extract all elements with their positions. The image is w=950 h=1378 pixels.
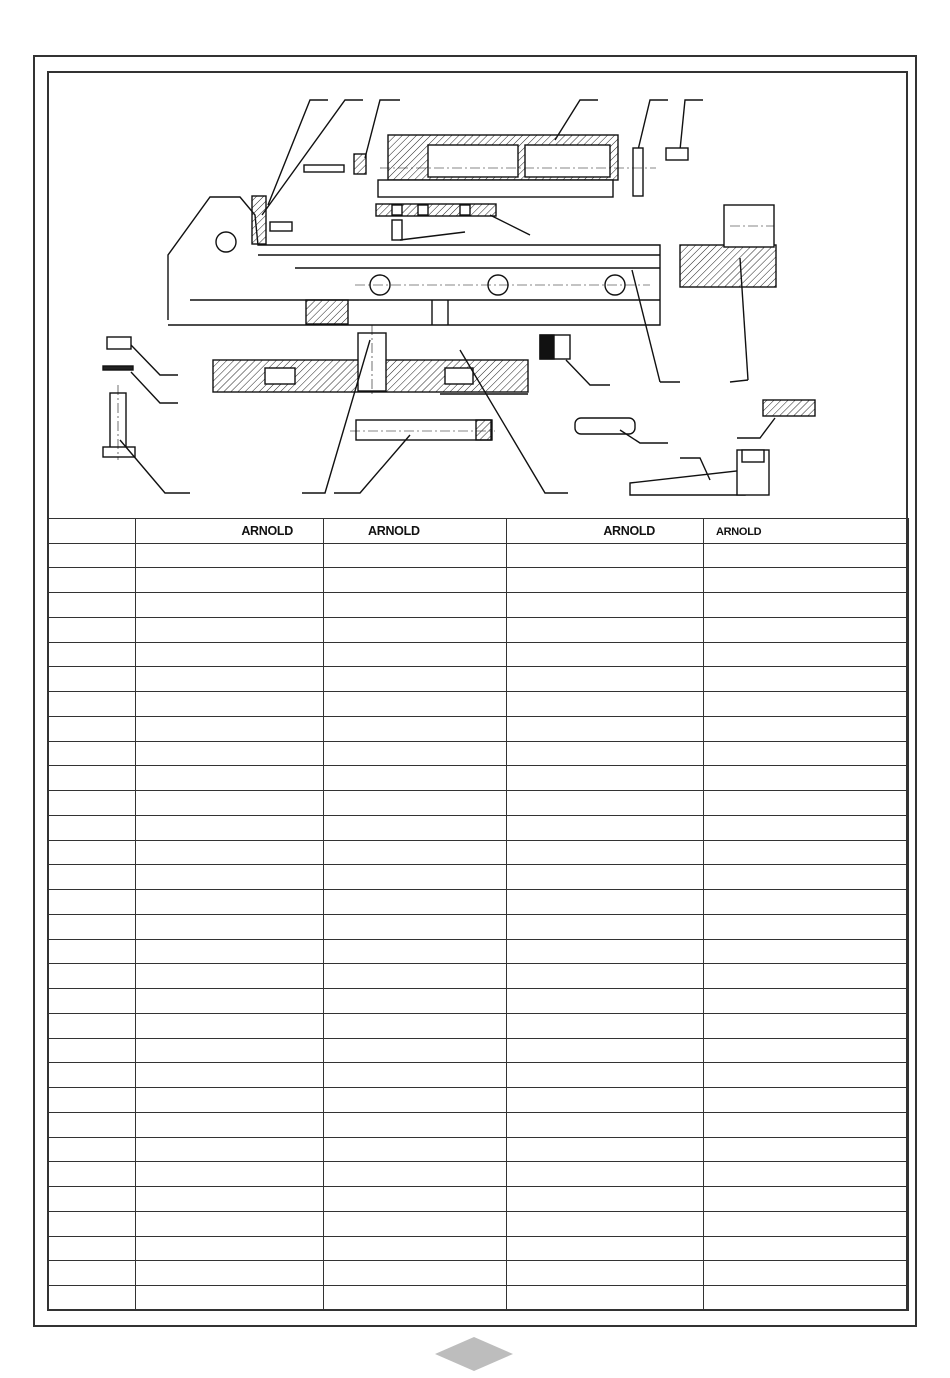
table-cell (704, 593, 909, 618)
table-row (48, 840, 909, 865)
table-cell (704, 791, 909, 816)
table-cell (704, 716, 909, 741)
table-row (48, 1013, 909, 1038)
table-cell (48, 964, 136, 989)
table-cell (704, 840, 909, 865)
brand-logo-3: ARNOLD (603, 523, 655, 538)
table-cell (136, 1236, 324, 1261)
table-cell (704, 815, 909, 840)
table-cell (136, 840, 324, 865)
table-row (48, 1162, 909, 1187)
table-cell (48, 1038, 136, 1063)
header-cell-brand-2 (324, 519, 507, 544)
table-row (48, 1137, 909, 1162)
table-cell (324, 914, 507, 939)
table-cell (324, 543, 507, 568)
table-cell (507, 840, 704, 865)
table-cell (507, 1088, 704, 1113)
table-row (48, 741, 909, 766)
table-cell (48, 568, 136, 593)
lever-handle-part (630, 450, 769, 495)
table-cell (324, 667, 507, 692)
table-cell (324, 617, 507, 642)
table-row (48, 667, 909, 692)
table-cell (48, 890, 136, 915)
table-row (48, 1286, 909, 1311)
table-cell (507, 1286, 704, 1311)
table-cell (48, 914, 136, 939)
table-row (48, 593, 909, 618)
table-cell (704, 890, 909, 915)
table-cell (324, 791, 507, 816)
table-cell (136, 1013, 324, 1038)
header-cell-brand-4 (704, 519, 909, 544)
table-cell (48, 692, 136, 717)
table-cell (136, 989, 324, 1014)
table-cell (507, 766, 704, 791)
table-cell (507, 989, 704, 1014)
table-cell (48, 1137, 136, 1162)
table-cell (507, 741, 704, 766)
table-cell (704, 1286, 909, 1311)
table-cell (507, 543, 704, 568)
table-cell (136, 865, 324, 890)
table-cell (704, 766, 909, 791)
diamond-page-indicator-icon (435, 1337, 513, 1371)
table-cell (324, 692, 507, 717)
table-cell (507, 568, 704, 593)
table-row (48, 642, 909, 667)
table-cell (704, 939, 909, 964)
table-cell (48, 1162, 136, 1187)
table-cell (48, 840, 136, 865)
table-cell (704, 1261, 909, 1286)
table-cell (704, 1236, 909, 1261)
table-cell (48, 1187, 136, 1212)
table-cell (48, 791, 136, 816)
table-cell (324, 1038, 507, 1063)
table-cell (136, 543, 324, 568)
table-cell (704, 642, 909, 667)
table-cell (48, 593, 136, 618)
table-cell (507, 716, 704, 741)
table-cell (48, 543, 136, 568)
table-cell (324, 989, 507, 1014)
table-cell (324, 568, 507, 593)
table-cell (324, 890, 507, 915)
table-cell (136, 964, 324, 989)
table-row (48, 890, 909, 915)
table-cell (324, 865, 507, 890)
table-cell (136, 914, 324, 939)
table-cell (324, 593, 507, 618)
table-cell (136, 667, 324, 692)
table-cell (324, 1013, 507, 1038)
table-cell (704, 1038, 909, 1063)
table-cell (704, 1137, 909, 1162)
table-cell (136, 617, 324, 642)
table-cell (507, 1038, 704, 1063)
table-row (48, 1038, 909, 1063)
table-row (48, 964, 909, 989)
table-cell (48, 1063, 136, 1088)
table-cell (136, 791, 324, 816)
table-cell (507, 617, 704, 642)
table-cell (507, 865, 704, 890)
table-cell (704, 1112, 909, 1137)
table-cell (324, 741, 507, 766)
table-cell (704, 1013, 909, 1038)
table-cell (324, 766, 507, 791)
table-row (48, 914, 909, 939)
header-cell-brand-1 (136, 519, 324, 544)
table-cell (507, 1236, 704, 1261)
table-cell (704, 568, 909, 593)
table-cell (48, 865, 136, 890)
upper-jaw-part (376, 135, 618, 240)
table-cell (48, 1088, 136, 1113)
right-block-part (632, 205, 776, 382)
table-cell (48, 617, 136, 642)
table-cell (48, 1236, 136, 1261)
table-cell (507, 964, 704, 989)
table-cell (136, 1162, 324, 1187)
table-row (48, 1187, 909, 1212)
header-cell-pos (48, 519, 136, 544)
table-cell (136, 1211, 324, 1236)
table-cell (507, 1187, 704, 1212)
table-row (48, 865, 909, 890)
table-cell (136, 1112, 324, 1137)
table-cell (704, 1063, 909, 1088)
table-cell (507, 1162, 704, 1187)
table-cell (136, 1261, 324, 1286)
brand-logo-4: ARNOLD (716, 525, 762, 538)
table-cell (324, 1236, 507, 1261)
table-row (48, 791, 909, 816)
table-cell (48, 716, 136, 741)
table-cell (324, 1162, 507, 1187)
table-cell (136, 1187, 324, 1212)
table-cell (136, 890, 324, 915)
table-row (48, 692, 909, 717)
table-cell (507, 1261, 704, 1286)
table-cell (324, 1137, 507, 1162)
table-cell (704, 543, 909, 568)
table-row (48, 568, 909, 593)
table-cell (704, 1211, 909, 1236)
table-cell (136, 593, 324, 618)
table-cell (704, 1162, 909, 1187)
table-row (48, 543, 909, 568)
table-cell (704, 617, 909, 642)
brand-logo-2: ARNOLD (368, 523, 420, 538)
exploded-view-drawing (49, 73, 906, 518)
table-cell (704, 989, 909, 1014)
table-row (48, 989, 909, 1014)
table-cell (48, 741, 136, 766)
table-cell (136, 1286, 324, 1311)
table-cell (507, 593, 704, 618)
table-row (48, 1211, 909, 1236)
table-cell (136, 939, 324, 964)
table-cell (704, 1088, 909, 1113)
table-cell (48, 1286, 136, 1311)
table-cell (324, 1187, 507, 1212)
table-cell (507, 1112, 704, 1137)
table-row (48, 766, 909, 791)
table-cell (507, 1211, 704, 1236)
parts-table (47, 518, 909, 1311)
table-cell (507, 692, 704, 717)
table-cell (136, 741, 324, 766)
table-cell (324, 1112, 507, 1137)
table-cell (48, 667, 136, 692)
table-cell (324, 1063, 507, 1088)
header-cell-brand-3 (507, 519, 704, 544)
table-cell (136, 716, 324, 741)
table-row (48, 1261, 909, 1286)
table-row (48, 939, 909, 964)
table-cell (48, 642, 136, 667)
table-cell (136, 568, 324, 593)
table-cell (324, 1088, 507, 1113)
table-cell (704, 692, 909, 717)
table-cell (507, 642, 704, 667)
table-cell (48, 1013, 136, 1038)
table-row (48, 617, 909, 642)
table-cell (48, 766, 136, 791)
table-row (48, 815, 909, 840)
table-cell (136, 1088, 324, 1113)
table-cell (324, 1261, 507, 1286)
table-body (48, 543, 909, 1311)
table-cell (48, 1112, 136, 1137)
table-cell (324, 716, 507, 741)
table-cell (324, 939, 507, 964)
table-cell (507, 890, 704, 915)
table-cell (704, 741, 909, 766)
table-cell (507, 1137, 704, 1162)
table-cell (704, 1187, 909, 1212)
table-cell (507, 1063, 704, 1088)
table-cell (324, 815, 507, 840)
table-cell (324, 1211, 507, 1236)
table-cell (48, 989, 136, 1014)
table-cell (136, 1137, 324, 1162)
table-cell (507, 914, 704, 939)
table-cell (136, 692, 324, 717)
table-cell (507, 1013, 704, 1038)
table-cell (48, 1261, 136, 1286)
table-cell (507, 815, 704, 840)
table-cell (324, 964, 507, 989)
table-row (48, 716, 909, 741)
table-cell (48, 815, 136, 840)
table-cell (48, 939, 136, 964)
table-row (48, 1063, 909, 1088)
table-cell (324, 1286, 507, 1311)
table-cell (136, 1038, 324, 1063)
table-cell (507, 667, 704, 692)
table-cell (48, 1211, 136, 1236)
table-cell (136, 766, 324, 791)
table-cell (507, 939, 704, 964)
table-cell (324, 642, 507, 667)
table-cell (324, 840, 507, 865)
table-row (48, 1112, 909, 1137)
table-row (48, 1236, 909, 1261)
table-cell (704, 865, 909, 890)
table-cell (507, 791, 704, 816)
table-cell (136, 1063, 324, 1088)
table-cell (704, 914, 909, 939)
table-cell (136, 642, 324, 667)
table-header-row (48, 519, 909, 544)
table-row (48, 1088, 909, 1113)
brand-logo-1: ARNOLD (241, 523, 293, 538)
table-cell (704, 964, 909, 989)
table-cell (136, 815, 324, 840)
table-cell (704, 667, 909, 692)
